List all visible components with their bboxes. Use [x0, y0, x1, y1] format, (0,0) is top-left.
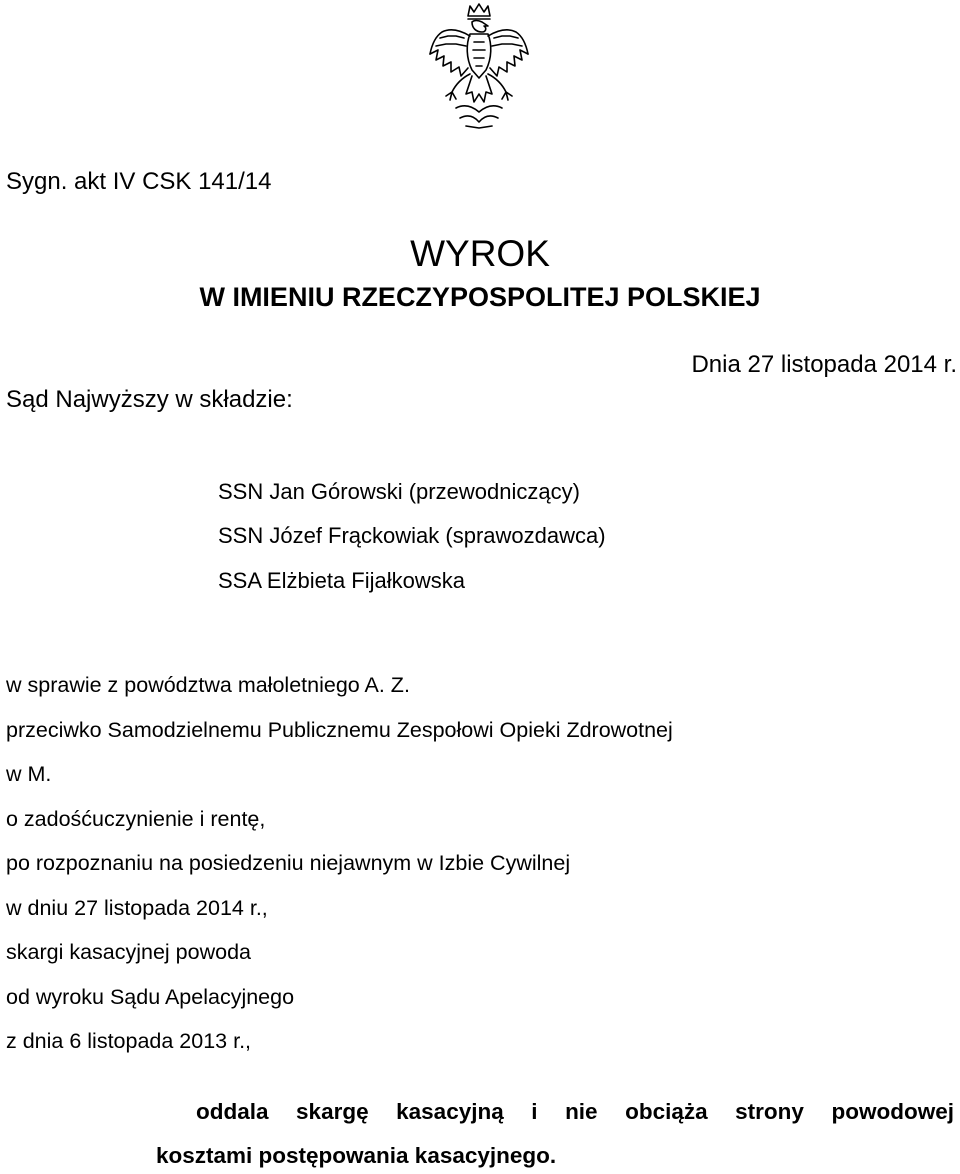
case-text-line: o zadośćuczynienie i rentę, [6, 807, 266, 831]
case-text-line: od wyroku Sądu Apelacyjnego [6, 985, 295, 1009]
verdict-line-2: kosztami postępowania kasacyjnego. [156, 1143, 557, 1168]
document-title: WYROK [410, 233, 550, 274]
panel-member-presiding: SSN Jan Górowski (przewodniczący) [218, 479, 580, 504]
case-text-line: w M. [6, 762, 52, 786]
case-text-line: w sprawie z powództwa małoletniego A. Z. [6, 673, 410, 697]
judgment-date: Dnia 27 listopada 2014 r. [691, 351, 957, 378]
case-signature: Sygn. akt IV CSK 141/14 [6, 168, 272, 195]
case-text-line: przeciwko Samodzielnemu Publicznemu Zespołowi Opieki Zdrowotnej [6, 718, 673, 742]
polish-eagle-emblem [416, 2, 542, 130]
verdict-word: kasacyjną [396, 1099, 504, 1124]
case-text-line: z dnia 6 listopada 2013 r., [6, 1029, 252, 1053]
verdict-word: i [531, 1099, 538, 1124]
case-text-line: skargi kasacyjnej powoda [6, 940, 251, 964]
document-subtitle: W IMIENIU RZECZYPOSPOLITEJ POLSKIEJ [199, 282, 761, 312]
case-text-line: po rozpoznaniu na posiedzeniu niejawnym w Izbie Cywilnej [6, 851, 571, 875]
case-text-line: w dniu 27 listopada 2014 r., [6, 896, 268, 920]
verdict-word: powodowej [831, 1099, 954, 1124]
panel-member-rapporteur: SSN Józef Frąckowiak (sprawozdawca) [218, 523, 606, 548]
verdict-word: obciąża [625, 1099, 708, 1124]
verdict-word: nie [565, 1099, 598, 1124]
verdict-word: oddala [196, 1099, 269, 1124]
verdict-word: skargę [296, 1099, 369, 1124]
verdict-line-1 [196, 1099, 954, 1125]
verdict-word: strony [735, 1099, 804, 1124]
court-composition-label: Sąd Najwyższy w składzie: [6, 386, 293, 413]
panel-member: SSA Elżbieta Fijałkowska [218, 568, 465, 593]
